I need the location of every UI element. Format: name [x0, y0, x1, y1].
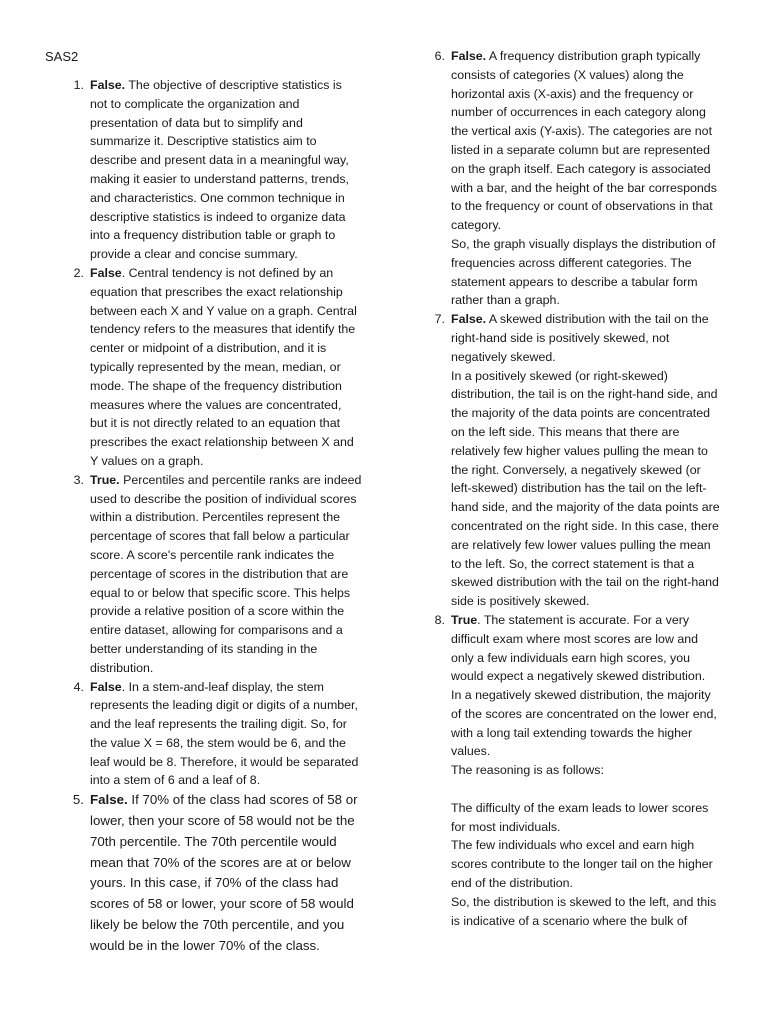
- item-text: A frequency distribution graph typically consists of categories (X values) along the horizontal axis (X-axis) and the frequency or number of occurrences in each category along the vertical axis (Y-axis). The categories are not listed in a separate column but are represented on the graph itself. Each category is associated with a bar, and the height of the bar corresponds to the frequency or count of observations in that category.: [451, 49, 717, 233]
- blank-line: [451, 780, 723, 799]
- item-paragraph: The few individuals who excel and earn high scores contribute to the longer tail on the higher end of the distribution.: [451, 838, 713, 891]
- item-verdict: False: [90, 679, 122, 694]
- item-verdict: True.: [90, 472, 120, 487]
- item-text: If 70% of the class had scores of 58 or lower, then your score of 58 would not be the 70th percentile. The 70th percentile would mean that 70% of the scores are at or below yours. In this case, if 70% of the class had scores of 58 or lower, your score of 58 would likely be below the 70th percentile, and you would be in the lower 70% of the class.: [90, 792, 358, 953]
- item-text: . Central tendency is not defined by an equation that prescribes the exact relationship between each X and Y value on a graph. Central tendency refers to the measures that identify the center or midpoint of a distribution, and it is typically represented by the mean, median, or mode. The shape of the frequency distribution measures where the values are concentrated, but it is not directly related to an equation that prescribes the exact relationship between X and Y values on a graph.: [90, 265, 357, 468]
- list-item: [434, 310, 723, 611]
- item-paragraph: In a positively skewed (or right-skewed) distribution, the tail is on the right-hand side, and the majority of the data points are concentrated on the left side. This means that there are relatively few higher values pulling the mean to the right. Conversely, a negatively skewed (or left-skewed) distribution has the tail on the left-hand side, and the majority of the data points are concentrated on the right side. In this case, there are relatively few lower values pulling the mean to the left. So, the correct statement is that a skewed distribution with the tail on the right-hand side is positively skewed.: [451, 368, 720, 609]
- item-text: . The statement is accurate. For a very difficult exam where most scores are low and only a few individuals earn high scores, you would expect a negatively skewed distribution.: [451, 612, 706, 684]
- item-paragraph: The reasoning is as follows:: [451, 763, 604, 778]
- item-text: A skewed distribution with the tail on the right-hand side is positively skewed, not negatively skewed.: [451, 312, 709, 364]
- item-paragraph: So, the graph visually displays the distribution of frequencies across different categories. The statement appears to describe a tabular form rather than a graph.: [451, 236, 716, 308]
- list-item: [434, 47, 723, 310]
- item-text: Percentiles and percentile ranks are indeed used to describe the position of individual scores within a distribution. Percentiles represent the percentage of scores that fall below a particular score. A score's percentile rank indicates the percentage of scores in the distribution that are equal to or below that specific score. This helps provide a relative position of a score within the entire dataset, allowing for comparisons and a better understanding of its standing in the distribution.: [90, 472, 362, 675]
- item-verdict: False.: [90, 78, 126, 92]
- item-number: 3.: [73, 472, 84, 487]
- page-title: SAS2: [45, 49, 79, 64]
- item-number: 8.: [434, 612, 445, 627]
- answer-list-left-column: [72, 76, 362, 957]
- item-number: 4.: [73, 679, 84, 694]
- answer-list-right-column: [434, 47, 723, 930]
- item-verdict: False: [90, 265, 122, 280]
- item-verdict: True: [451, 612, 478, 627]
- item-number: 2.: [73, 265, 84, 280]
- item-text: . In a stem-and-leaf display, the stem represents the leading digit or digits of a number, and the leaf represents the trailing digit. So, for the value X = 68, the stem would be 6, and the leaf would be 8. Therefore, it would be separated into a stem of 6 and a leaf of 8.: [90, 679, 359, 788]
- list-item: [434, 611, 723, 931]
- list-item: [73, 678, 362, 791]
- item-paragraph: The difficulty of the exam leads to lower scores for most individuals.: [451, 800, 709, 834]
- item-number: 1.: [73, 78, 84, 92]
- item-verdict: False.: [90, 792, 128, 808]
- item-number: 5.: [72, 792, 84, 808]
- list-item: [73, 264, 362, 471]
- list-item: [73, 76, 362, 264]
- item-verdict: False.: [451, 312, 487, 327]
- list-item: [73, 471, 362, 678]
- item-text: The objective of descriptive statistics is not to complicate the organization and presentation of data but to simplify and summarize it. Descriptive statistics aim to describe and present data in a meaningful way, making it easier to understand patterns, trends, and characteristics. One common technique in descriptive statistics is indeed to organize data into a frequency distribution table or graph to provide a clear and concise summary.: [90, 78, 349, 262]
- item-verdict: False.: [451, 49, 487, 63]
- item-paragraph: In a negatively skewed distribution, the majority of the scores are concentrated on the lower end, with a long tail extending towards the higher values.: [451, 688, 717, 759]
- item-number: 7.: [434, 312, 445, 327]
- item-number: 6.: [434, 49, 445, 63]
- item-paragraph: So, the distribution is skewed to the left, and this is indicative of a scenario where the bulk of: [451, 894, 717, 928]
- list-item: [72, 790, 362, 956]
